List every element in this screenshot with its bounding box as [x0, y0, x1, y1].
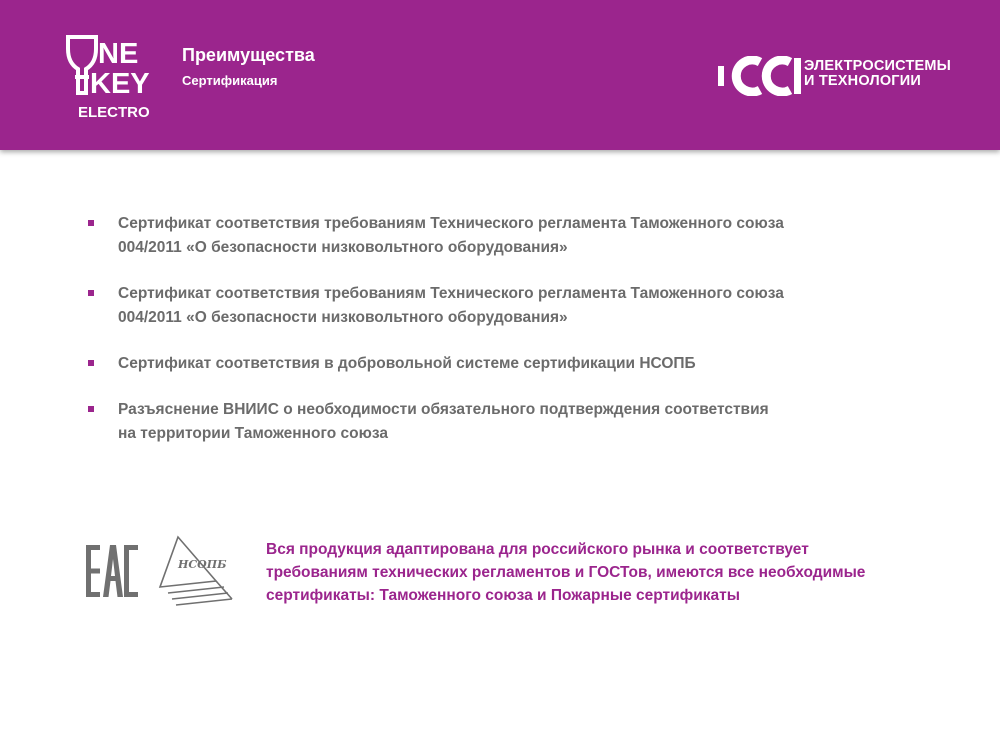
onekey-electro-logo	[66, 35, 156, 120]
bullet-square-icon	[88, 290, 94, 296]
list-item-line: Разъяснение ВНИИС о необходимости обязательного подтверждения соответствия	[118, 401, 769, 418]
adaptation-note-line: требованиям технических регламентов и ГОСТов, имеются все необходимые	[266, 564, 866, 581]
ess-logo-line-1: ЭЛЕКТРОСИСТЕМЫ	[804, 58, 952, 74]
bullet-square-icon	[88, 220, 94, 226]
ess-mark-icon	[716, 56, 802, 96]
ess-logo	[716, 56, 961, 96]
logo-line-key: KEY	[90, 68, 150, 100]
adaptation-note	[266, 538, 946, 607]
logo-line-ne: NE	[98, 38, 139, 70]
eac-mark-icon	[86, 545, 138, 597]
page-subtitle: Сертификация	[182, 73, 278, 88]
adaptation-note-line: сертификаты: Таможенного союза и Пожарные сертификаты	[266, 587, 740, 604]
list-item	[86, 212, 866, 260]
page-title: Преимущества	[182, 45, 315, 65]
header-titles	[182, 44, 315, 88]
ess-logo-text	[804, 59, 951, 89]
bullet-square-icon	[88, 406, 94, 412]
bullet-square-icon	[88, 360, 94, 366]
list-item	[86, 352, 866, 376]
list-item-line: на территории Таможенного союза	[118, 425, 388, 442]
list-item-line: 004/2011 «О безопасности низковольтного оборудования»	[118, 309, 568, 326]
list-item-line: Сертификат соответствия в добровольной системе сертификации НСОПБ	[118, 355, 696, 372]
logo-line-electro: ELECTRO	[78, 104, 150, 120]
certificate-list	[86, 212, 866, 446]
list-item	[86, 398, 866, 446]
list-item-line: Сертификат соответствия требованиям Технического регламента Таможенного союза	[118, 285, 784, 302]
nsopb-mark-icon	[158, 535, 234, 607]
ess-logo-line-2: И ТЕХНОЛОГИИ	[804, 73, 921, 89]
header-bar	[0, 0, 1000, 150]
list-item-line: Сертификат соответствия требованиям Технического регламента Таможенного союза	[118, 215, 784, 232]
adaptation-note-line: Вся продукция адаптирована для российского рынка и соответствует	[266, 541, 809, 558]
list-item-line: 004/2011 «О безопасности низковольтного оборудования»	[118, 239, 568, 256]
nsopb-label: НСОПБ	[178, 558, 227, 571]
list-item	[86, 282, 866, 330]
